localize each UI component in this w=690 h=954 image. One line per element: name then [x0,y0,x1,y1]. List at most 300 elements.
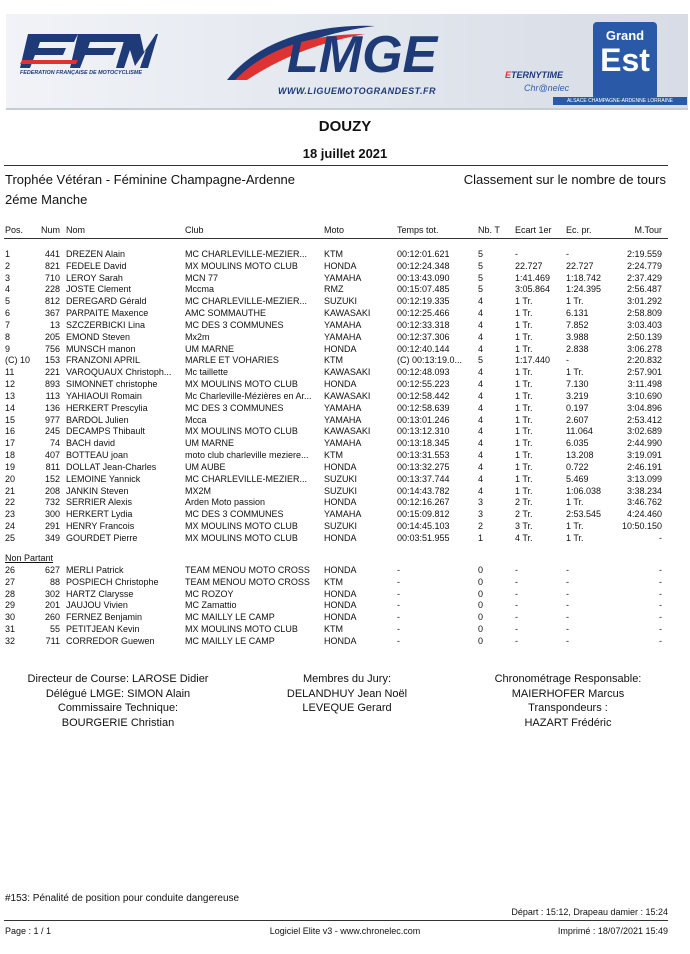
cell-ecpr: 1 Tr. [566,497,584,508]
cell-ecpr: 7.130 [566,379,589,390]
cell-nom: JOSTE Clement [66,284,132,295]
table-row [0,497,690,509]
cell-temps: - [397,635,400,646]
staff-line: Directeur de Course: LAROSE Didier [27,673,209,685]
table-row [0,355,690,367]
cell-ecart: 1 Tr. [515,426,533,437]
cell-temps: 00:03:51.955 [397,532,450,543]
grand-est-logo [593,22,657,100]
cell-moto: SUZUKI [324,473,358,484]
cell-temps: 00:12:48.093 [397,367,450,378]
cell-club: TEAM MENOU MOTO CROSS [185,576,310,587]
grand-est-line2: Est [600,42,650,78]
cell-ecart: - [515,624,518,635]
ffm-logo [18,30,158,70]
cell-mtour: - [659,565,662,575]
cell-num: 407 [44,450,60,461]
cell-ecpr: 1:06.038 [566,485,602,496]
cell-club: MX MOULINS MOTO CLUB [185,260,298,271]
cell-club: MC DES 3 COMMUNES [185,319,284,330]
cell-club: UM MARNE [185,438,234,449]
cell-num: 205 [44,331,60,342]
cell-club: Mcca [185,414,207,425]
cell-ecpr: 2.607 [566,414,589,425]
cell-ecart: 1 Tr. [515,379,533,390]
cell-ecart: 1 Tr. [515,461,533,472]
cell-ecpr: 6.035 [566,438,589,449]
table-row [0,486,690,498]
cell-nbt: 4 [478,461,484,472]
cell-club: MC CHARLEVILLE-MEZIER... [185,473,308,484]
cell-nom: SZCZERBICKI Lina [66,319,146,330]
cell-pos: 25 [5,532,16,543]
cell-nom: FERNEZ Benjamin [66,612,143,623]
cell-moto: HONDA [324,497,357,508]
cell-mtour: 3:03.403 [626,319,662,330]
cell-mtour: - [659,600,662,611]
cell-num: 221 [44,367,60,378]
cell-nom: SIMONNET christophe [66,379,158,390]
cell-ecart: - [515,565,518,575]
cell-ecpr: 1 Tr. [566,367,584,378]
col-pos: Pos. [5,225,24,235]
cell-num: 349 [44,532,60,543]
cell-mtour: - [659,612,662,623]
cell-temps: 00:12:37.306 [397,331,450,342]
cell-temps: 00:13:32.275 [397,461,450,472]
col-nbt: Nb. T [478,225,500,235]
table-row [0,415,690,427]
cell-nbt: 4 [478,402,484,413]
page-number: Page : 1 / 1 [5,926,52,936]
table-row [0,308,690,320]
header-banner [0,0,690,112]
cell-nom: MERLI Patrick [66,565,124,575]
cell-moto: HONDA [324,379,357,390]
cell-ecart: 1 Tr. [515,367,533,378]
cell-temps: 00:13:43.090 [397,272,450,283]
cell-num: 291 [44,521,60,532]
staff-right [468,672,668,730]
cell-nbt: 4 [478,343,484,354]
cell-mtour: 2:24.779 [626,260,662,271]
staff-line: Commissaire Technique: [57,702,179,714]
cell-pos: 13 [5,390,16,401]
table-row [0,509,690,521]
table-row [0,261,690,273]
ffm-subtitle: FEDERATION FRANÇAISE DE MOTOCYCLISME [20,70,142,76]
cell-ecpr: 13.208 [566,450,594,461]
cell-club: MX MOULINS MOTO CLUB [185,379,298,390]
cell-temps: 00:12:58.639 [397,402,450,413]
cell-club: MC CHARLEVILLE-MEZIER... [185,249,308,259]
table-row [0,344,690,356]
cell-temps: 00:12:40.144 [397,343,450,354]
cell-ecpr: 3.988 [566,331,589,342]
cell-pos: 1 [5,249,11,259]
cell-temps: 00:14:43.782 [397,485,450,496]
cell-num: 228 [44,284,60,295]
cell-pos: 31 [5,624,16,635]
cell-mtour: 2:53.412 [626,414,662,425]
cell-moto: HONDA [324,600,357,611]
cell-mtour: 10:50.150 [621,521,662,532]
staff-line: BOURGERIE Christian [61,716,175,729]
cell-ecpr: 11.064 [566,426,593,437]
ranking-type: Classement sur le nombre de tours [463,172,666,187]
cell-num: 260 [44,612,60,623]
cell-club: MC DES 3 COMMUNES [185,509,284,520]
cell-club: MX MOULINS MOTO CLUB [185,624,298,635]
table-row [0,273,690,285]
cell-pos: (C) 10 [5,355,31,366]
cell-ecpr: - [566,635,569,646]
lmge-logo-text: LMGE [287,26,438,84]
cell-ecpr: - [566,624,569,635]
cell-pos: 3 [5,272,11,283]
cell-club: MC ROZOY [185,588,234,599]
cell-pos: 15 [5,414,16,425]
cell-club: MARLE ET VOHARIES [185,355,279,366]
cell-num: 821 [44,260,60,271]
cell-num: 627 [44,565,60,575]
cell-moto: YAMAHA [324,331,362,342]
cell-mtour: - [659,635,662,646]
eternity-logo-text: TERNYTIME [511,70,564,80]
cell-nbt: 3 [478,509,484,520]
cell-nbt: 5 [478,272,484,283]
cell-club: Mccma [185,284,214,295]
col-temps: Temps tot. [397,225,439,235]
cell-ecart: 1:41.469 [515,272,551,283]
cell-pos: 32 [5,635,16,646]
cell-moto: HONDA [324,260,357,271]
cell-num: 756 [44,343,60,354]
cell-mtour: 3:13.099 [626,473,662,484]
chronelec-logo: Chr@nelec [524,83,570,93]
cell-nom: VAROQUAUX Christoph... [66,367,172,378]
cell-ecart: 1:17.440 [515,355,551,366]
cell-ecart: 1 Tr. [515,331,533,342]
cell-num: 711 [45,635,60,646]
staff-left [18,672,218,730]
cell-temps: 00:13:37.744 [397,473,450,484]
table-row [0,474,690,486]
table-row [0,533,690,545]
cell-club: MX MOULINS MOTO CLUB [185,532,298,543]
divider-top [4,165,668,166]
cell-moto: KAWASAKI [324,308,371,319]
cell-moto: HONDA [324,461,357,472]
cell-pos: 2 [5,260,11,271]
table-row [0,391,690,403]
cell-temps: - [397,576,400,587]
cell-ecart: 1 Tr. [515,308,533,319]
cell-ecpr: 2.838 [566,343,589,354]
col-moto: Moto [324,225,345,235]
cell-club: UM MARNE [185,343,234,354]
cell-nbt: 4 [478,367,484,378]
cell-mtour: 3:10.690 [626,390,662,401]
cell-moto: YAMAHA [324,319,362,330]
cell-moto: KTM [324,576,343,587]
grand-est-line1: Grand [605,28,645,43]
cell-ecart: 1 Tr. [515,402,533,413]
table-row [0,379,690,391]
cell-ecpr: 1:24.395 [566,284,602,295]
cell-temps: 00:15:07.485 [397,284,450,295]
cell-ecart: 2 Tr. [515,497,533,508]
cell-num: 201 [44,600,60,611]
cell-temps: 00:12:16.267 [397,497,450,508]
staff-line: Transpondeurs : [528,702,608,714]
cell-ecart: - [515,612,518,623]
cell-nbt: 4 [478,390,484,401]
cell-club: MCN 77 [185,272,219,283]
cell-num: 88 [49,576,60,587]
cell-temps: - [397,624,400,635]
cell-nbt: 5 [478,249,484,259]
cell-moto: HONDA [324,565,357,575]
table-row [0,565,690,577]
cell-pos: 21 [5,485,16,496]
cell-nbt: 4 [478,426,484,437]
table-row [0,296,690,308]
cell-mtour: - [659,624,662,635]
cell-ecart: 22.727 [515,260,543,271]
cell-ecpr: 0.722 [566,461,589,472]
cell-nom: DEREGARD Gérald [66,296,147,307]
cell-temps: - [397,612,400,623]
cell-mtour: 3:38.234 [626,485,662,496]
cell-pos: 29 [5,600,16,611]
cell-nbt: 0 [478,565,484,575]
cell-ecart: 1 Tr. [515,319,533,330]
cell-nom: GOURDET Pierre [66,532,138,543]
cell-pos: 5 [5,296,11,307]
cell-moto: RMZ [324,284,344,295]
cell-moto: KAWASAKI [324,367,371,378]
print-timestamp: Imprimé : 18/07/2021 15:49 [557,926,668,936]
cell-temps: 00:12:01.621 [397,249,450,259]
cell-club: MC CHARLEVILLE-MEZIER... [185,296,308,307]
table-row [0,367,690,379]
cell-nom: HERKERT Prescylia [66,402,148,413]
cell-nom: LEMOINE Yannick [66,473,141,484]
cell-moto: SUZUKI [324,521,358,532]
cell-nom: BOTTEAU joan [66,450,129,461]
cell-moto: HONDA [324,343,357,354]
cell-nom: JAUJOU Vivien [66,600,128,611]
cell-ecpr: 0.197 [566,402,589,413]
cell-nbt: 4 [478,308,484,319]
table-row [0,284,690,296]
cell-nom: EMOND Steven [66,331,131,342]
staff-line: Chronométrage Responsable: [494,673,642,685]
cell-ecart: 1 Tr. [515,414,533,425]
cell-ecpr: 1 Tr. [566,296,584,307]
cell-moto: KTM [324,624,343,635]
cell-moto: YAMAHA [324,414,362,425]
cell-nbt: 0 [478,635,484,646]
staff-center [262,672,432,716]
cell-nbt: 4 [478,414,484,425]
cell-pos: 12 [5,379,16,390]
cell-pos: 20 [5,473,16,484]
cell-pos: 17 [5,438,16,449]
cell-temps: 00:12:19.335 [397,296,450,307]
non-partant-label: Non Partant [5,553,54,563]
cell-pos: 14 [5,402,16,413]
cell-ecpr: 22.727 [566,260,594,271]
cell-temps: - [397,565,400,575]
cell-mtour: 2:20.832 [626,355,662,366]
cell-nom: HARTZ Clarysse [66,588,134,599]
cell-nbt: 2 [478,521,484,532]
cell-mtour: 3:46.762 [626,497,662,508]
cell-pos: 8 [5,331,11,342]
cell-ecpr: - [566,565,569,575]
cell-nbt: 4 [478,379,484,390]
cell-club: Mc Charleville-Mézières en Ar... [185,390,312,401]
cell-mtour: 2:56.487 [626,284,662,295]
cell-moto: KAWASAKI [324,390,371,401]
cell-nbt: 0 [478,600,484,611]
cell-ecpr: 1 Tr. [566,532,584,543]
cell-moto: YAMAHA [324,402,362,413]
cell-ecart: - [515,600,518,611]
col-ecpr: Ec. pr. [566,225,592,235]
cell-club: MX MOULINS MOTO CLUB [185,426,298,437]
cell-nbt: 5 [478,260,484,271]
cell-club: MC DES 3 COMMUNES [185,402,284,413]
cell-nom: DECAMPS Thibault [66,426,145,437]
cell-ecart: 1 Tr. [515,390,533,401]
cell-num: 136 [44,402,60,413]
cell-mtour: 4:24.460 [626,509,662,520]
cell-nbt: 0 [478,588,484,599]
cell-nbt: 4 [478,485,484,496]
cell-nom: MUNSCH manon [66,343,136,354]
cell-nbt: 4 [478,438,484,449]
cell-temps: 00:13:31.553 [397,450,450,461]
cell-mtour: 2:44.990 [626,438,662,449]
cell-ecpr: 2:53.545 [566,509,602,520]
cell-num: 302 [44,588,60,599]
cell-moto: KTM [324,355,343,366]
cell-nbt: 4 [478,331,484,342]
cell-num: 300 [44,509,60,520]
cell-ecpr: - [566,249,569,259]
cell-club: MC MAILLY LE CAMP [185,612,275,623]
cell-mtour: - [659,532,662,543]
cell-pos: 4 [5,284,11,295]
table-header [0,225,690,237]
cell-ecpr: 6.131 [566,308,589,319]
cell-club: MC Zamattio [185,600,237,611]
cell-nbt: 4 [478,296,484,307]
cell-ecpr: - [566,355,569,366]
table-row [0,636,690,648]
cell-nom: BARDOL Julien [66,414,129,425]
cell-moto: YAMAHA [324,438,362,449]
cell-ecpr: 5.469 [566,473,589,484]
cell-num: 811 [45,461,60,472]
table-row [0,624,690,636]
cell-nbt: 1 [478,532,484,543]
cell-club: Mc taillette [185,367,229,378]
cell-nbt: 4 [478,450,484,461]
cell-ecart: - [515,249,518,259]
cell-pos: 24 [5,521,16,532]
cell-mtour: 3:06.278 [626,343,662,354]
table-row [0,450,690,462]
cell-num: 74 [49,438,60,449]
cell-ecart: 1 Tr. [515,343,533,354]
cell-mtour: - [659,576,662,587]
table-row [0,438,690,450]
cell-ecart: 3 Tr. [515,521,533,532]
cell-ecart: 4 Tr. [515,532,533,543]
eternity-logo [505,70,563,80]
staff-line: DELANDHUY Jean Noël [286,687,408,700]
cell-pos: 6 [5,308,11,319]
cell-nom: LEROY Sarah [66,272,123,283]
cell-num: 710 [44,272,60,283]
cell-moto: HONDA [324,588,357,599]
cell-ecart: - [515,576,518,587]
cell-temps: 00:13:18.345 [397,438,450,449]
cell-club: Arden Moto passion [185,497,266,508]
cell-mtour: 2:46.191 [626,461,662,472]
cell-moto: HONDA [324,635,357,646]
cell-pos: 9 [5,343,11,354]
cell-nom: DREZEN Alain [66,249,126,259]
table-row [0,589,690,601]
cell-moto: KTM [324,249,343,259]
cell-club: Mx2m [185,331,210,342]
cell-ecpr: 1 Tr. [566,521,584,532]
staff-line: MAIERHOFER Marcus [511,687,625,700]
cell-nbt: 3 [478,497,484,508]
cell-temps: 00:14:45.103 [397,521,450,532]
cell-moto: SUZUKI [324,296,358,307]
cell-num: 812 [44,296,60,307]
cell-moto: SUZUKI [324,485,358,496]
cell-temps: 00:12:24.348 [397,260,450,271]
cell-pos: 28 [5,588,16,599]
cell-ecart: 3:05.864 [515,284,551,295]
cell-nom: HERKERT Lydia [66,509,133,520]
cell-nbt: 4 [478,319,484,330]
cell-nbt: 0 [478,612,484,623]
cell-nbt: 5 [478,355,484,366]
cell-temps: 00:13:01.246 [397,414,450,425]
cell-nbt: 0 [478,576,484,587]
staff-line: HAZART Frédéric [524,716,612,729]
cell-nom: SERRIER Alexis [66,497,133,508]
cell-nom: CORREDOR Guewen [66,635,155,646]
cell-nom: PARPAITE Maxence [66,308,149,319]
cell-temps: 00:13:12.310 [397,426,450,437]
cell-num: 245 [44,426,60,437]
cell-pos: 18 [5,450,16,461]
cell-temps: 00:12:55.223 [397,379,450,390]
cell-nom: BACH david [66,438,116,449]
cell-temps: 00:15:09.812 [397,509,450,520]
col-num: Num [40,225,60,235]
cell-moto: KTM [324,450,343,461]
